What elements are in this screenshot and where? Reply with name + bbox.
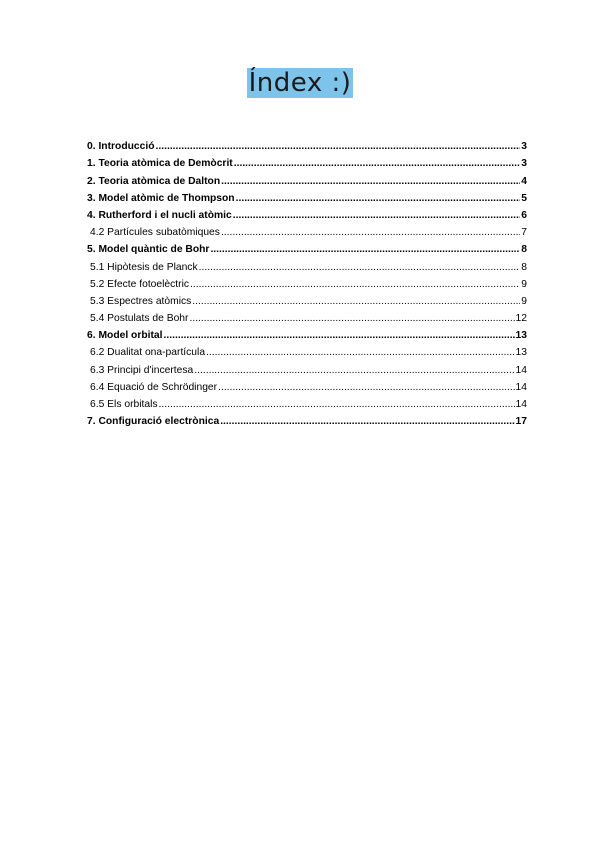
toc-entry-page-number: 14 — [515, 399, 527, 410]
toc-dot-leader — [194, 364, 514, 377]
toc-entry[interactable] — [87, 274, 527, 291]
toc-entry-page-number: 3 — [521, 158, 527, 170]
toc-dot-leader — [199, 261, 521, 274]
toc-entry-label: 5.4 Postulats de Bohr — [90, 313, 189, 325]
toc-entry[interactable] — [87, 170, 527, 187]
toc-entry-page-number: 7 — [521, 227, 527, 239]
toc-entry-label: 1. Teoria atòmica de Demòcrit — [87, 158, 233, 170]
toc-entry-page-number: 13 — [515, 347, 527, 359]
toc-entry-label: 2. Teoria atòmica de Dalton — [87, 175, 221, 187]
toc-entry-page-number: 8 — [521, 244, 527, 256]
toc-entry[interactable] — [87, 359, 527, 376]
toc-entry[interactable] — [87, 188, 527, 205]
toc-entry[interactable] — [87, 222, 527, 239]
toc-entry-page-number: 9 — [521, 278, 527, 290]
toc-dot-leader — [159, 398, 515, 411]
toc-entry-page-number: 14 — [515, 364, 527, 376]
toc-entry-label: 4. Rutherford i el nucli atòmic — [87, 209, 232, 221]
toc-dot-leader — [236, 192, 521, 205]
toc-entry-page-number: 3 — [521, 141, 527, 153]
toc-entry[interactable] — [87, 377, 527, 394]
toc-entry-label: 7. Configuració electrònica — [87, 416, 220, 428]
toc-entry-page-number: 12 — [515, 313, 527, 325]
toc-entry-page-number: 6 — [521, 209, 527, 221]
toc-dot-leader — [190, 278, 520, 291]
toc-dot-leader — [210, 243, 520, 256]
toc-dot-leader — [189, 312, 514, 325]
toc-entry-page-number: 4 — [521, 175, 527, 187]
toc-dot-leader — [164, 329, 515, 342]
toc-entry-label: 6.5 Els orbitals — [90, 399, 158, 410]
toc-entry-label: 3. Model atòmic de Thompson — [87, 192, 235, 204]
toc-entry-page-number: 17 — [515, 416, 527, 428]
toc-dot-leader — [156, 140, 521, 153]
toc-entry-page-number: 14 — [515, 381, 527, 393]
toc-dot-leader — [221, 226, 520, 239]
toc-entry-label: 4.2 Partícules subatòmiques — [90, 227, 220, 239]
toc-entry-label: 6.2 Dualitat ona-partícula — [90, 347, 206, 359]
toc-dot-leader — [233, 209, 521, 222]
toc-entry-label: 6. Model orbital — [87, 330, 163, 342]
toc-entry-label: 5. Model quàntic de Bohr — [87, 244, 210, 256]
toc-entry[interactable] — [87, 308, 527, 325]
toc-entry[interactable] — [87, 136, 527, 153]
toc-entry[interactable] — [87, 153, 527, 170]
toc-dot-leader — [221, 175, 520, 188]
toc-dot-leader — [206, 346, 514, 359]
table-of-contents — [87, 136, 527, 428]
toc-entry[interactable] — [87, 239, 527, 256]
toc-entry[interactable] — [87, 342, 527, 359]
toc-entry-label: 5.2 Efecte fotoelèctric — [90, 278, 190, 290]
toc-entry[interactable] — [87, 394, 527, 411]
toc-entry-label: 5.1 Hipòtesis de Planck — [90, 261, 198, 273]
toc-dot-leader — [234, 157, 521, 170]
title-container — [0, 68, 600, 98]
toc-entry-label: 0. Introducció — [87, 141, 155, 153]
toc-entry[interactable] — [87, 291, 527, 308]
toc-entry-page-number: 5 — [521, 192, 527, 204]
toc-entry[interactable] — [87, 205, 527, 222]
toc-entry-page-number: 8 — [521, 261, 527, 273]
toc-dot-leader — [220, 415, 514, 428]
toc-entry[interactable] — [87, 256, 527, 273]
toc-entry-page-number: 9 — [521, 295, 527, 307]
toc-dot-leader — [192, 295, 520, 308]
toc-entry-label: 6.3 Principi d'incertesa — [90, 364, 194, 376]
toc-entry-label: 5.3 Espectres atòmics — [90, 295, 192, 307]
page-title: Índex :) — [248, 68, 352, 98]
toc-entry-page-number: 13 — [515, 330, 527, 342]
toc-dot-leader — [218, 381, 514, 394]
toc-entry-label: 6.4 Equació de Schrödinger — [90, 381, 218, 393]
toc-entry[interactable] — [87, 325, 527, 342]
toc-entry[interactable] — [87, 411, 527, 428]
